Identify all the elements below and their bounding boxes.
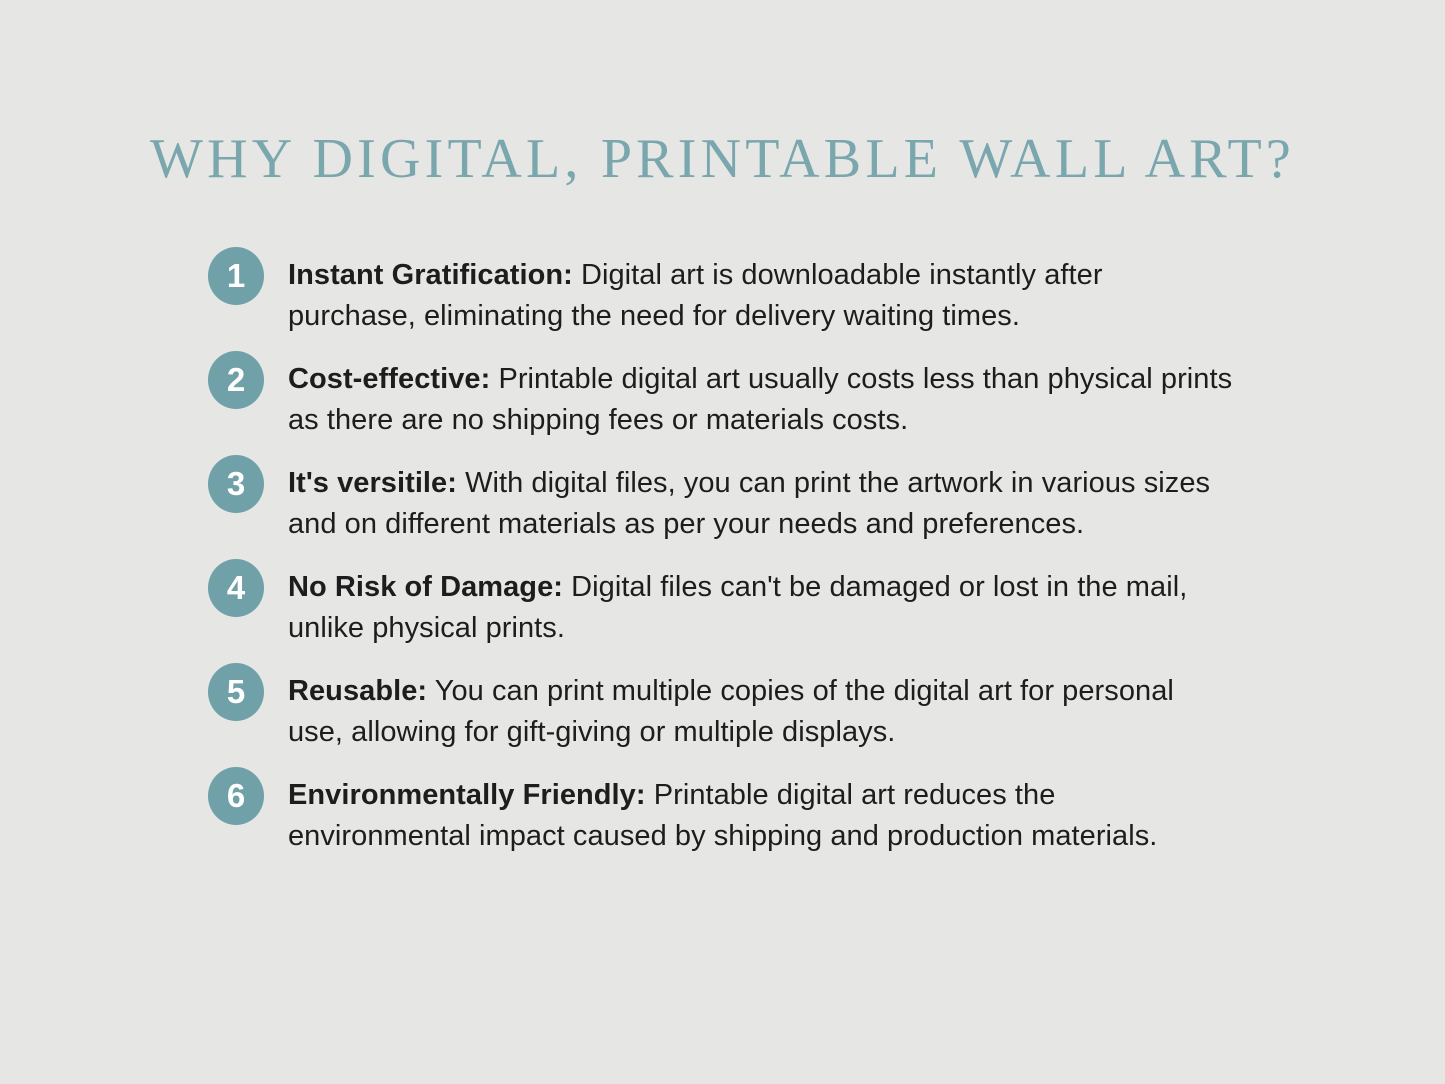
item-text [288,671,1233,753]
item-label: Instant Gratification: [288,258,573,291]
item-label: It's versitile: [288,466,457,499]
list-item [208,359,1238,441]
item-label: Environmentally Friendly: [288,778,646,811]
item-number-badge [208,247,264,305]
item-text [288,775,1233,857]
item-number: 1 [226,257,246,295]
item-text [288,359,1233,441]
item-number: 4 [226,569,246,607]
item-description: Printable digital art reduces the environmental impact caused by shipping and production materials. [288,778,1158,852]
item-description: With digital files, you can print the artwork in various sizes and on different materials as per your needs and preferences. [288,466,1211,540]
item-number-badge [208,455,264,513]
list-item [208,671,1238,753]
item-number: 5 [226,673,246,711]
item-number: 3 [226,465,246,503]
item-label: Reusable: [288,674,428,707]
item-description: Printable digital art usually costs less than physical prints as there are no shipping fees or materials costs. [288,362,1233,436]
item-number-badge [208,351,264,409]
page-title: WHY DIGITAL, PRINTABLE WALL ART? [150,128,1295,190]
item-description: Digital art is downloadable instantly after purchase, eliminating the need for delivery waiting times. [288,258,1103,332]
item-description: You can print multiple copies of the digital art for personal use, allowing for gift-giving or multiple displays. [288,674,1174,748]
item-number: 6 [226,777,246,815]
item-number-badge [208,559,264,617]
item-description: Digital files can't be damaged or lost in the mail, unlike physical prints. [288,570,1188,644]
list-item [208,567,1238,649]
item-number-badge [208,663,264,721]
item-number: 2 [226,361,246,399]
item-label: No Risk of Damage: [288,570,563,603]
list-item [208,775,1238,857]
item-text [288,567,1233,649]
list-item [208,255,1238,337]
item-label: Cost-effective: [288,362,491,395]
item-number-badge [208,767,264,825]
item-text [288,463,1233,545]
list-item [208,463,1238,545]
benefits-list [208,255,1238,857]
item-text [288,255,1233,337]
